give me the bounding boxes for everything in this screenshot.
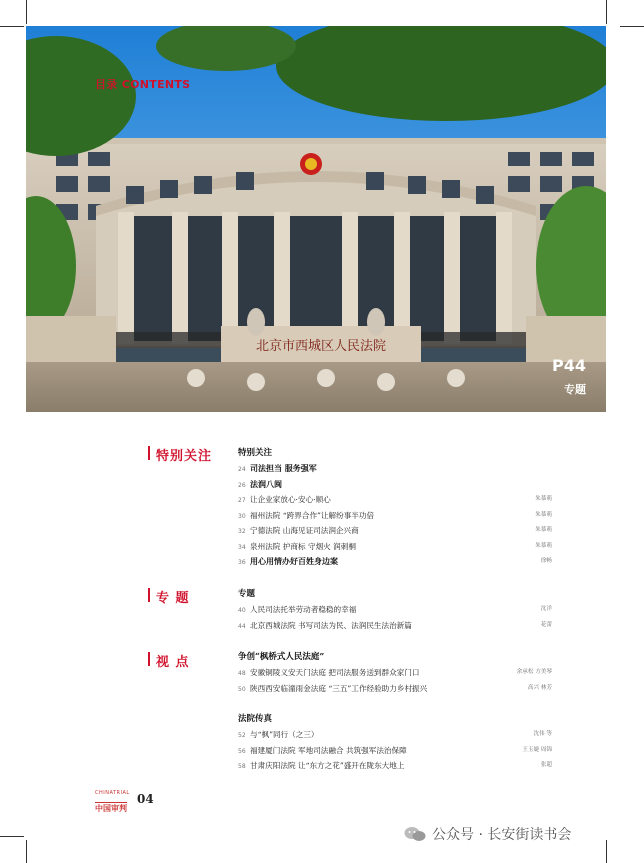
crop-mark <box>0 836 24 837</box>
magazine-logo-cn: 中国审判 <box>95 803 127 813</box>
featured-section-label: 专题 <box>564 383 586 396</box>
toc-entry[interactable]: 40 人民司法托举劳动者稳稳的幸福 沈洋 <box>238 605 552 614</box>
toc-group-heading: 特别关注 <box>238 448 273 458</box>
section-label-special-focus: 特别关注 <box>148 445 212 464</box>
toc-group-heading: 法院传真 <box>238 714 273 724</box>
magazine-logo-en: CHINATRIAL <box>95 790 130 796</box>
contents-title: 目录 CONTENTS <box>95 78 191 91</box>
toc-group-heading: 专题 <box>238 589 256 599</box>
toc-group-heading: 争创“枫桥式人民法庭” <box>238 652 325 662</box>
crop-mark <box>606 0 607 24</box>
toc-entry[interactable]: 26 法润八闽 <box>238 478 282 489</box>
toc-entry[interactable]: 48 安徽铜陵义安天门法庭 把司法服务送到群众家门口 余承松 方美琴 <box>238 668 552 677</box>
featured-page-number: P44 <box>552 356 586 375</box>
toc-entry[interactable]: 56 福建厦门法院 军地司法融合 共筑强军法治保障 王玉婕 周锦 <box>238 745 552 755</box>
crop-mark <box>620 26 644 27</box>
toc-section-special-focus <box>238 446 552 570</box>
wechat-icon <box>404 826 426 842</box>
toc-section-feature <box>238 587 552 633</box>
toc-entry[interactable]: 24 司法担当 服务强军 <box>238 463 317 473</box>
page-number: 04 <box>137 792 154 806</box>
court-sign-text: 北京市西城区人民法院 <box>255 339 387 354</box>
toc-section-court-news <box>238 712 552 774</box>
magazine-logo <box>95 790 154 815</box>
watermark-text: 公众号 · 长安街读书会 <box>432 827 572 843</box>
toc-entry[interactable]: 44 北京西城法院 书写司法为民、法润民生法治新篇 花蕾 <box>238 620 552 630</box>
section-label-feature: 专 题 <box>148 587 190 606</box>
toc-entry[interactable]: 30 福州法院 “跨界合作”让解纷事半功倍 朱慕萌 <box>238 510 552 520</box>
toc-entry[interactable]: 50 陕西西安临潼雨金法庭 “三五”工作经验助力乡村振兴 高兴 林芳 <box>238 683 552 693</box>
toc-entry[interactable]: 52 与“枫”同行（之三） 沈伟 等 <box>238 730 552 739</box>
toc-entry[interactable]: 27 让企业家放心·安心·顺心 朱慕萌 <box>238 495 552 504</box>
crop-mark <box>606 840 607 863</box>
wechat-watermark <box>404 824 571 844</box>
toc-entry[interactable]: 34 泉州法院 护商标 守烟火 润刺桐 朱慕萌 <box>238 541 552 551</box>
crop-mark <box>26 840 27 863</box>
crop-mark <box>26 0 27 24</box>
toc-entry[interactable]: 32 宁德法院 山海见证司法润企兴商 朱慕萌 <box>238 526 552 535</box>
toc-entry[interactable]: 36 用心用情办好百姓身边案 徐畅 <box>238 556 552 566</box>
toc-section-viewpoint <box>238 650 552 696</box>
crop-mark <box>0 26 24 27</box>
section-label-viewpoint: 视 点 <box>148 651 190 670</box>
toc-entry[interactable]: 58 甘肃庆阳法院 让“东方之花”盛开在陇东大地上 张超 <box>238 761 552 770</box>
